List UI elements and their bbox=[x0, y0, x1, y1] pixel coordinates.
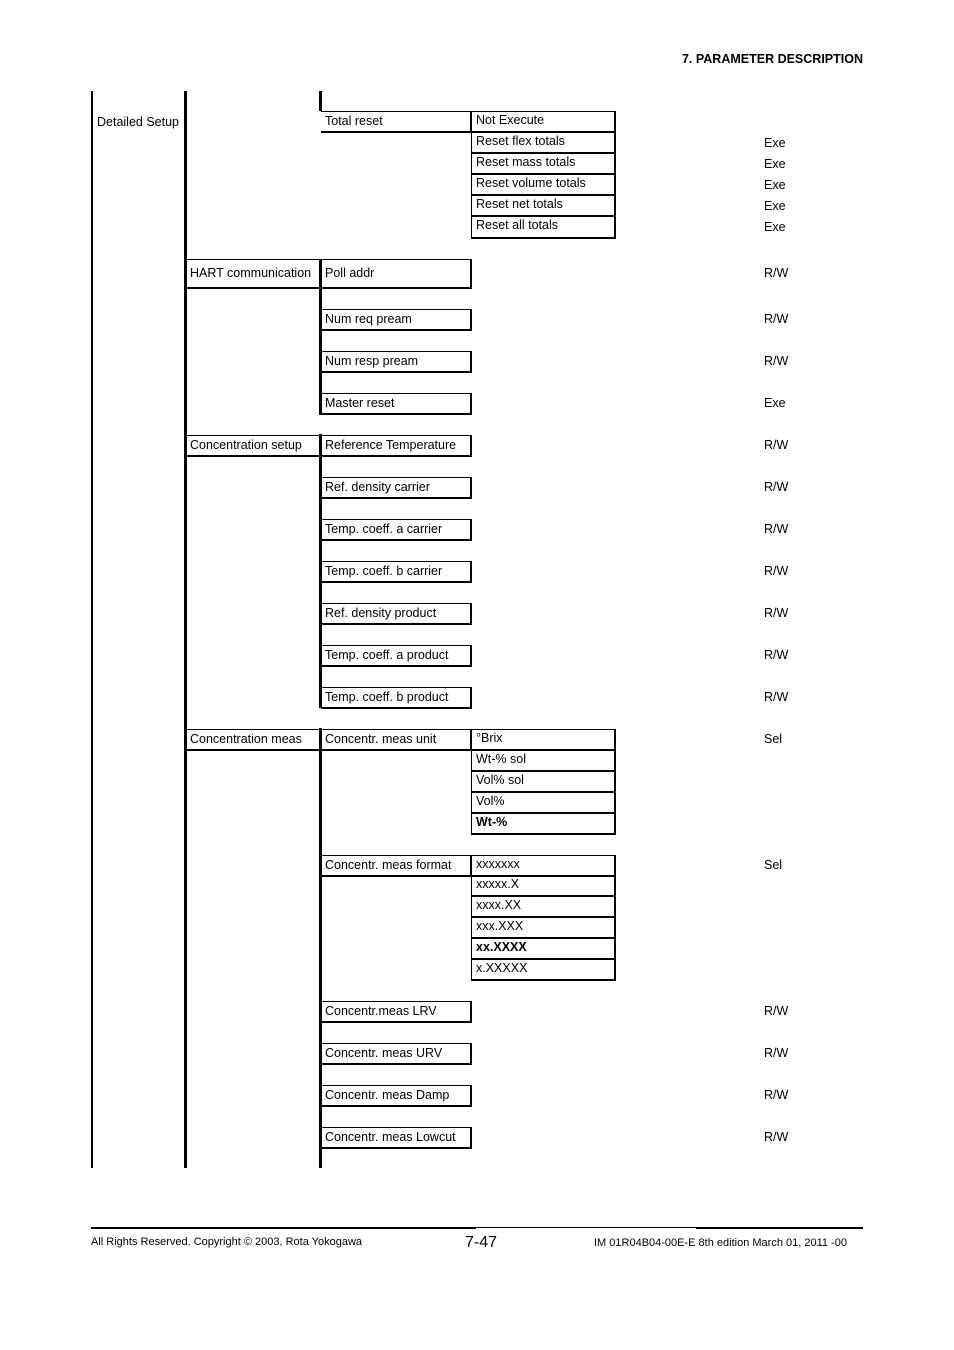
param-ref-density-carrier[interactable]: Ref. density carrier bbox=[321, 477, 472, 499]
section-header: 7. PARAMETER DESCRIPTION bbox=[681, 52, 863, 66]
param-master-reset[interactable]: Master reset bbox=[321, 393, 472, 415]
access-rw: R/W bbox=[764, 312, 789, 326]
access-rw: R/W bbox=[764, 522, 789, 536]
param-reference-temperature[interactable]: Reference Temperature bbox=[321, 435, 472, 457]
param-temp-coeff-b-product[interactable]: Temp. coeff. b product bbox=[321, 687, 472, 709]
option-reset-net[interactable]: Reset net totals bbox=[471, 195, 616, 217]
access-rw: R/W bbox=[764, 690, 789, 704]
access-rw: R/W bbox=[764, 648, 789, 662]
access-rw: R/W bbox=[764, 606, 789, 620]
param-num-resp-pream[interactable]: Num resp pream bbox=[321, 351, 472, 373]
footer-rule-left bbox=[91, 1227, 476, 1229]
access-rw: R/W bbox=[764, 480, 789, 494]
access-exe: Exe bbox=[764, 178, 786, 192]
param-poll-addr[interactable]: Poll addr bbox=[321, 259, 472, 289]
footer-copyright: All Rights Reserved. Copyright © 2003, Rota Yokogawa bbox=[91, 1236, 363, 1248]
param-concentr-meas-damp[interactable]: Concentr. meas Damp bbox=[321, 1085, 472, 1107]
param-concentr-meas-lrv[interactable]: Concentr.meas LRV bbox=[321, 1001, 472, 1023]
option-not-execute[interactable]: Not Execute bbox=[471, 111, 616, 133]
footer-rule-right bbox=[696, 1227, 863, 1229]
param-total-reset[interactable]: Total reset bbox=[321, 111, 472, 133]
option-reset-volume[interactable]: Reset volume totals bbox=[471, 174, 616, 196]
param-concentr-meas-lowcut[interactable]: Concentr. meas Lowcut bbox=[321, 1127, 472, 1149]
tree-line-level1 bbox=[91, 91, 93, 1168]
access-exe: Exe bbox=[764, 136, 786, 150]
access-rw: R/W bbox=[764, 1088, 789, 1102]
option-vol-sol[interactable]: Vol% sol bbox=[471, 771, 616, 793]
detailed-setup-label: Detailed Setup bbox=[97, 115, 180, 129]
access-rw: R/W bbox=[764, 266, 789, 280]
option-reset-mass[interactable]: Reset mass totals bbox=[471, 153, 616, 175]
access-rw: R/W bbox=[764, 1130, 789, 1144]
access-rw: R/W bbox=[764, 354, 789, 368]
param-temp-coeff-a-product[interactable]: Temp. coeff. a product bbox=[321, 645, 472, 667]
access-rw: R/W bbox=[764, 438, 789, 452]
param-temp-coeff-a-carrier[interactable]: Temp. coeff. a carrier bbox=[321, 519, 472, 541]
access-rw: R/W bbox=[764, 1046, 789, 1060]
option-format-0[interactable]: xxxxxxx bbox=[471, 855, 616, 877]
tree-line-level3-top bbox=[319, 91, 322, 111]
param-num-req-pream[interactable]: Num req pream bbox=[321, 309, 472, 331]
access-rw: R/W bbox=[764, 1004, 789, 1018]
option-format-selected[interactable]: xx.XXXX bbox=[471, 938, 616, 960]
param-concentr-meas-format[interactable]: Concentr. meas format bbox=[321, 855, 472, 877]
param-concentr-meas-unit[interactable]: Concentr. meas unit bbox=[321, 729, 472, 751]
option-reset-flex[interactable]: Reset flex totals bbox=[471, 132, 616, 154]
access-exe: Exe bbox=[764, 220, 786, 234]
tree-line-level2 bbox=[184, 91, 187, 1168]
option-wt-selected[interactable]: Wt-% bbox=[471, 813, 616, 835]
group-hart-communication[interactable]: HART communication bbox=[186, 259, 322, 289]
group-concentration-meas[interactable]: Concentration meas bbox=[186, 729, 322, 751]
option-vol[interactable]: Vol% bbox=[471, 792, 616, 814]
option-format-5[interactable]: x.XXXXX bbox=[471, 959, 616, 981]
option-reset-all[interactable]: Reset all totals bbox=[471, 216, 616, 239]
footer-rule-center bbox=[476, 1227, 696, 1228]
option-format-2[interactable]: xxxx.XX bbox=[471, 896, 616, 918]
access-exe: Exe bbox=[764, 157, 786, 171]
footer-document-id: IM 01R04B04-00E-E 8th edition March 01, 2011 -00 bbox=[594, 1237, 847, 1249]
param-concentr-meas-urv[interactable]: Concentr. meas URV bbox=[321, 1043, 472, 1065]
access-sel: Sel bbox=[764, 858, 783, 872]
option-brix[interactable]: °Brix bbox=[471, 729, 616, 751]
option-format-1[interactable]: xxxxx.X bbox=[471, 875, 616, 897]
param-ref-density-product[interactable]: Ref. density product bbox=[321, 603, 472, 625]
footer-page-number: 7-47 bbox=[465, 1234, 498, 1251]
access-exe: Exe bbox=[764, 199, 786, 213]
access-exe: Exe bbox=[764, 396, 786, 410]
option-format-3[interactable]: xxx.XXX bbox=[471, 917, 616, 939]
param-temp-coeff-b-carrier[interactable]: Temp. coeff. b carrier bbox=[321, 561, 472, 583]
option-wt-sol[interactable]: Wt-% sol bbox=[471, 750, 616, 772]
access-sel: Sel bbox=[764, 732, 783, 746]
group-concentration-setup[interactable]: Concentration setup bbox=[186, 435, 322, 457]
access-rw: R/W bbox=[764, 564, 789, 578]
